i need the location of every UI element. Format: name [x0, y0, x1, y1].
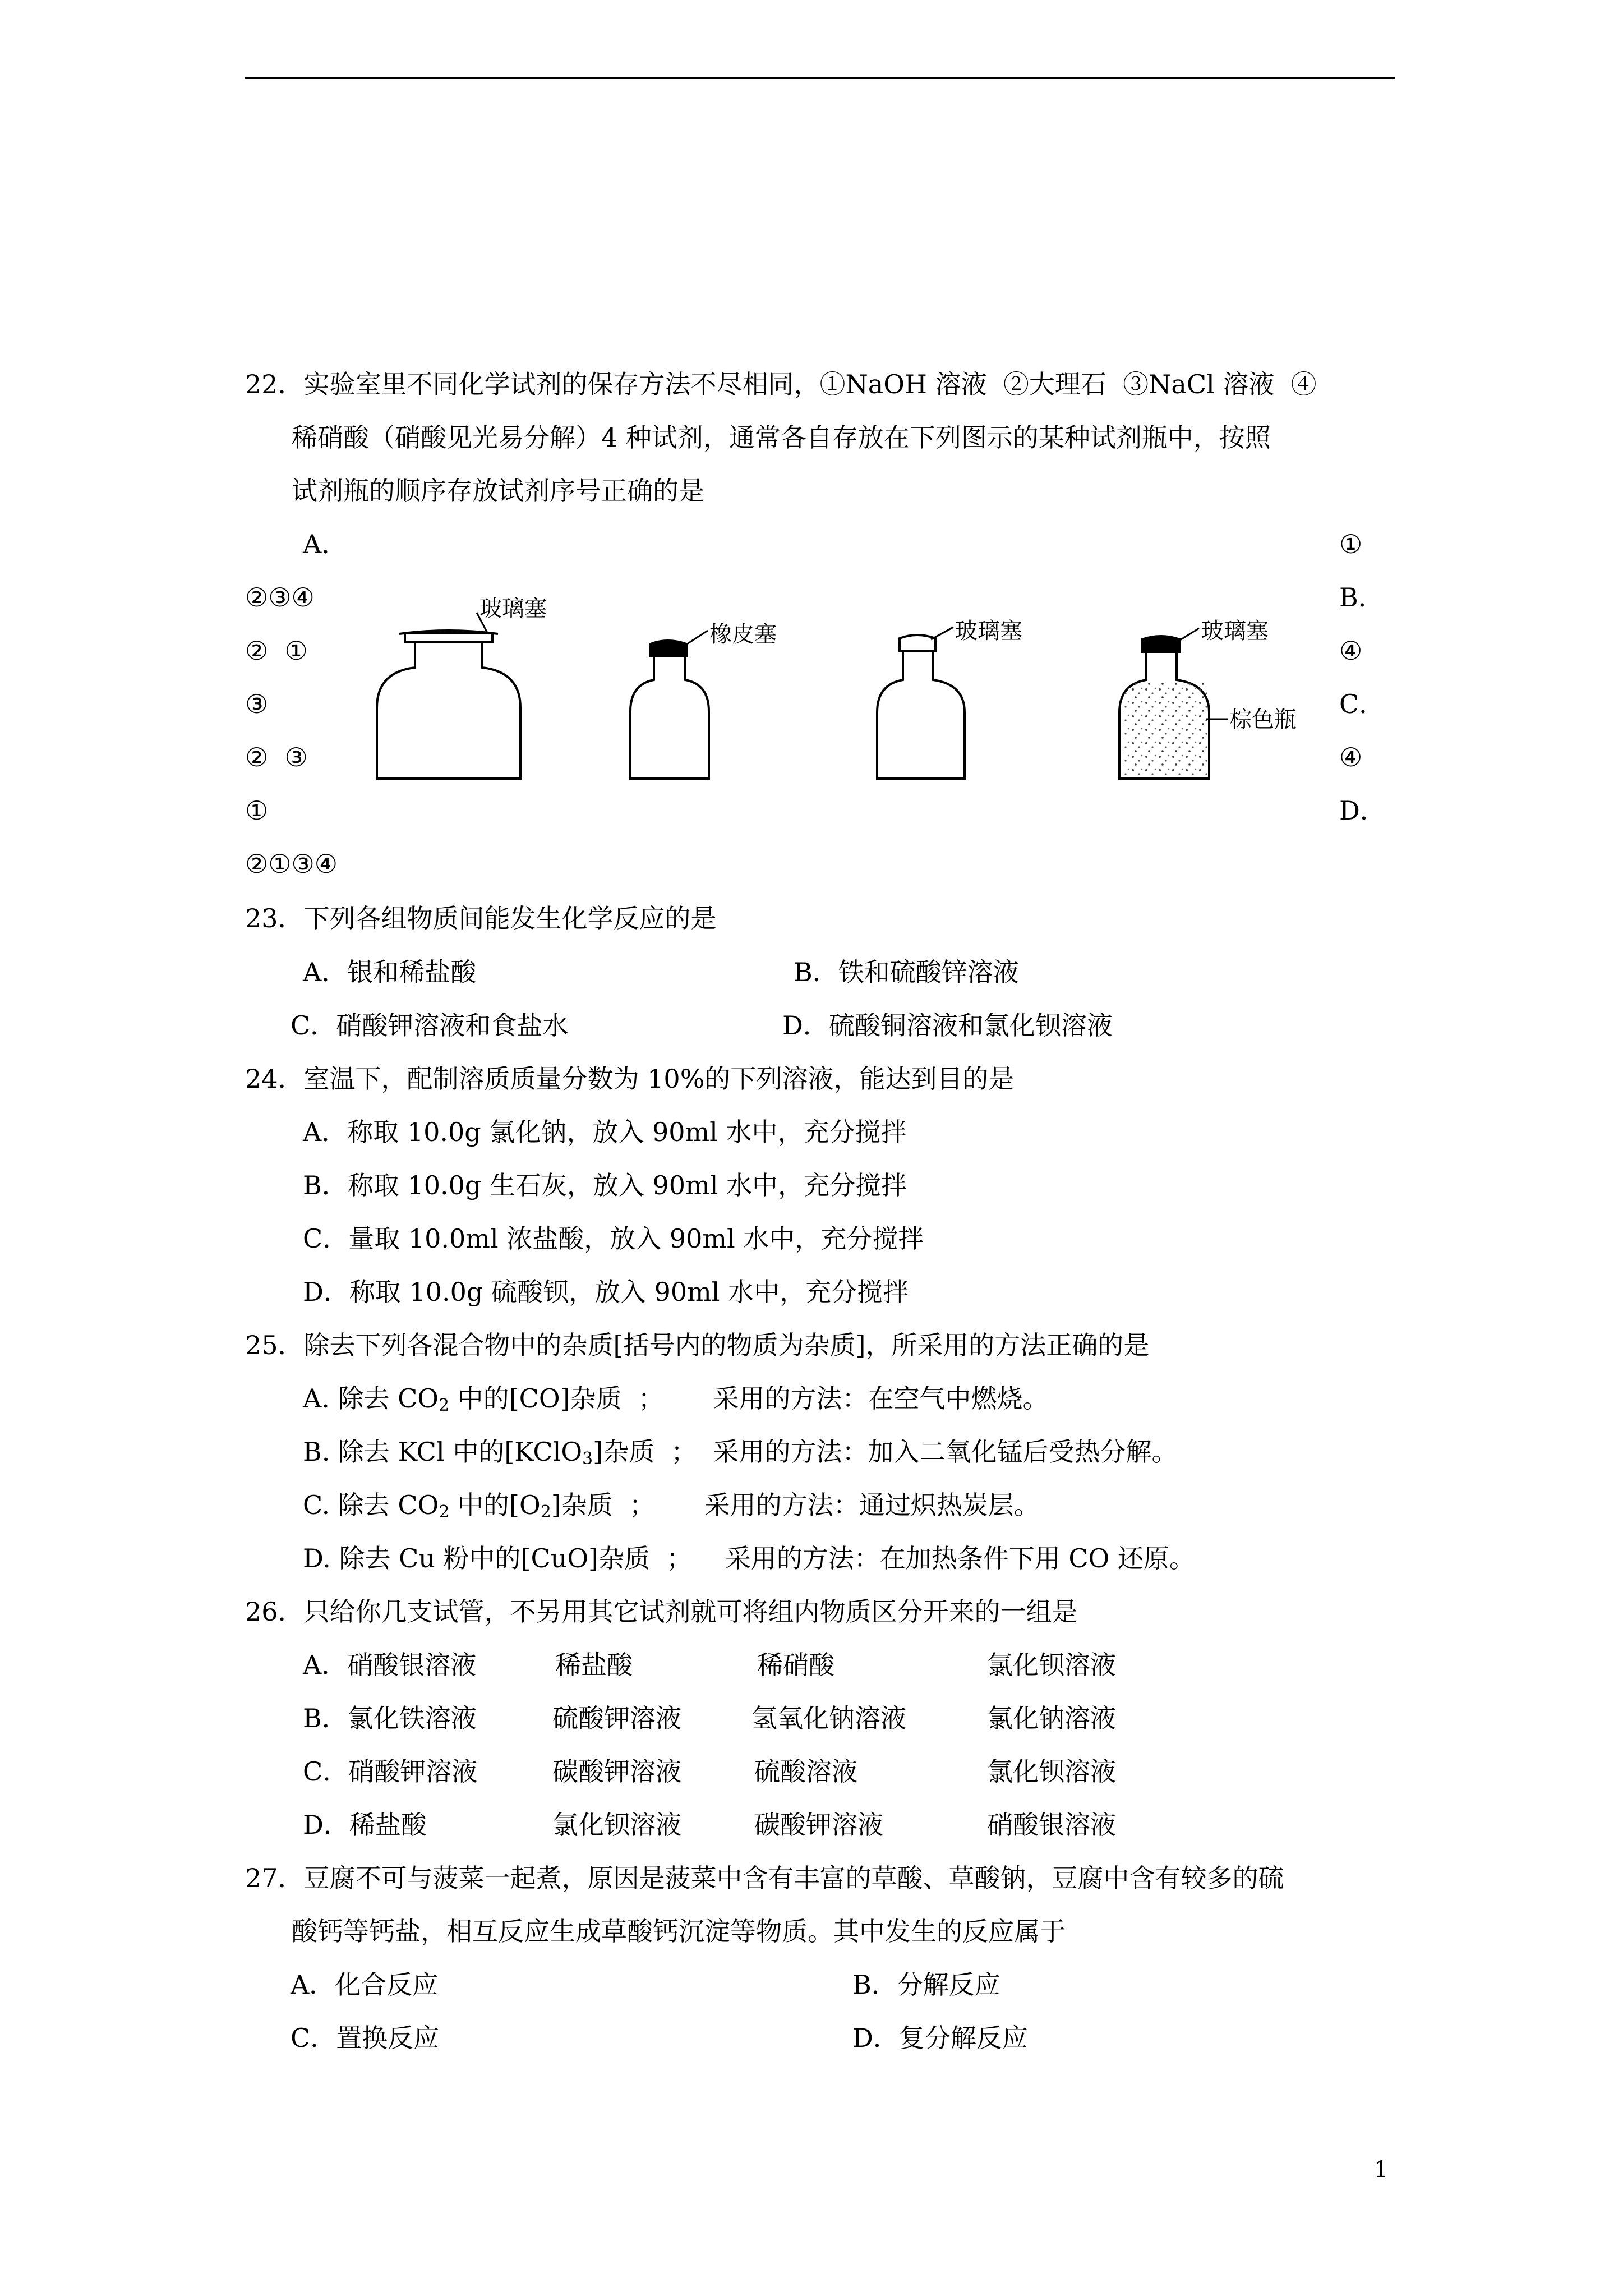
q26-stem: 26．只给你几支试管，不另用其它试剂就可将组内物质区分开来的一组是: [245, 1596, 1078, 1627]
q24-stem: 24．室温下，配制溶质质量分数为 10%的下列溶液，能达到目的是: [245, 1064, 1015, 1094]
q22-right-4: ④: [1339, 742, 1363, 772]
q27-option-c: C．置换反应: [291, 2023, 440, 2053]
q25-option-a: A. 除去 $CO_2$ 中的[CO]杂质 ； 采用的方法：在空气中燃烧。: [303, 1383, 1049, 1415]
q26-c-4: 氯化钡溶液: [987, 1756, 1116, 1787]
q22-left-4: ② ③: [245, 742, 308, 772]
bottle-3-glass-stopper: [877, 627, 965, 779]
bottle-1-label: 玻璃塞: [479, 596, 547, 622]
q22-right-5: D．: [1339, 795, 1386, 826]
bottle-4-label2: 棕色瓶: [1229, 707, 1297, 733]
q23-option-c: C．硝酸钾溶液和食盐水: [291, 1010, 569, 1041]
q22-line1: 22．实验室里不同化学试剂的保存方法不尽相同，①NaOH 溶液 ②大理石 ③NaCl 溶液 ④: [245, 369, 1317, 399]
q23-option-a: A．银和稀盐酸: [303, 957, 477, 987]
q26-a-2: 稀盐酸: [555, 1650, 633, 1680]
q27-line2: 酸钙等钙盐，相互反应生成草酸钙沉淀等物质。其中发生的反应属于: [292, 1916, 1066, 1947]
q27-option-a: A．化合反应: [291, 1970, 439, 2000]
q22-right-0: ①: [1339, 529, 1363, 559]
q24-option-d: D．称取 10.0g 硫酸钡，放入 90ml 水中，充分搅拌: [303, 1277, 909, 1307]
reagent-bottles-figure: [0, 0, 1623, 841]
bottle-3-label: 玻璃塞: [955, 618, 1022, 644]
q22-left-6: ②①③④: [245, 849, 338, 879]
q22-left-0: A．: [303, 529, 348, 559]
q22-left-2: ② ①: [245, 636, 308, 666]
q26-c-2: 碳酸钾溶液: [552, 1756, 681, 1787]
q24-option-b: B．称取 10.0g 生石灰，放入 90ml 水中，充分搅拌: [303, 1170, 907, 1200]
q26-a-3: 稀硝酸: [757, 1650, 834, 1680]
bottle-2-rubber-stopper: [630, 631, 709, 779]
q26-a-4: 氯化钡溶液: [987, 1650, 1116, 1680]
q23-option-d: D．硫酸铜溶液和氯化钡溶液: [782, 1010, 1113, 1041]
q22-left-5: ①: [245, 795, 269, 826]
bottle-4-label: 玻璃塞: [1201, 618, 1269, 644]
q26-c-3: 硫酸溶液: [754, 1756, 857, 1787]
q22-line2: 稀硝酸（硝酸见光易分解）4 种试剂，通常各自存放在下列图示的某种试剂瓶中，按照: [292, 422, 1271, 453]
page-number: 1: [1374, 2157, 1389, 2183]
q27-option-d: D．复分解反应: [852, 2023, 1028, 2053]
q26-b-3: 氢氧化钠溶液: [751, 1703, 906, 1733]
q27-option-b: B．分解反应: [852, 1970, 1000, 2000]
q26-d-3: 碳酸钾溶液: [754, 1810, 883, 1840]
q22-right-1: B．: [1339, 582, 1384, 613]
q26-b-2: 硫酸钾溶液: [552, 1703, 681, 1733]
q27-line1: 27．豆腐不可与菠菜一起煮，原因是菠菜中含有丰富的草酸、草酸钠，豆腐中含有较多的硫: [245, 1863, 1284, 1893]
q25-stem: 25．除去下列各混合物中的杂质[括号内的物质为杂质]，所采用的方法正确的是: [245, 1330, 1150, 1360]
q24-option-a: A．称取 10.0g 氯化钠，放入 90ml 水中，充分搅拌: [303, 1117, 907, 1147]
q22-right-2: ④: [1339, 636, 1363, 666]
q25-option-b: B. 除去 KCl 中的[KClO$_3$]杂质 ； 采用的方法：加入二氧化锰后受热分解。: [303, 1437, 1178, 1469]
q22-line3: 试剂瓶的顺序存放试剂序号正确的是: [292, 476, 704, 506]
bottle-2-label: 橡皮塞: [709, 622, 777, 647]
q26-d-2: 氯化钡溶液: [552, 1810, 681, 1840]
q23-stem: 23．下列各组物质间能发生化学反应的是: [245, 903, 717, 933]
q26-d-4: 硝酸银溶液: [987, 1810, 1116, 1840]
q26-c-1: C．硝酸钾溶液: [303, 1756, 478, 1787]
bottle-1-glass-stopper: [377, 613, 520, 779]
bottle-4-brown-glass: [1119, 628, 1228, 779]
q26-b-1: B．氯化铁溶液: [303, 1703, 477, 1733]
q26-a-1: A．硝酸银溶液: [303, 1650, 477, 1680]
q26-d-1: D．稀盐酸: [303, 1810, 427, 1840]
q26-b-4: 氯化钠溶液: [987, 1703, 1116, 1733]
q24-option-c: C．量取 10.0ml 浓盐酸，放入 90ml 水中，充分搅拌: [303, 1223, 924, 1254]
q22-left-1: ②③④: [245, 582, 315, 613]
q22-left-3: ③: [245, 689, 269, 719]
q25-option-c: C. 除去 $CO_2$ 中的$[O_2]$杂质 ； 采用的方法：通过炽热炭层。: [303, 1490, 1040, 1522]
q22-right-3: C．: [1339, 689, 1385, 719]
q23-option-b: B．铁和硫酸锌溶液: [794, 957, 1019, 987]
q25-option-d: D. 除去 Cu 粉中的[CuO]杂质 ； 采用的方法：在加热条件下用 CO 还原。: [303, 1543, 1195, 1573]
